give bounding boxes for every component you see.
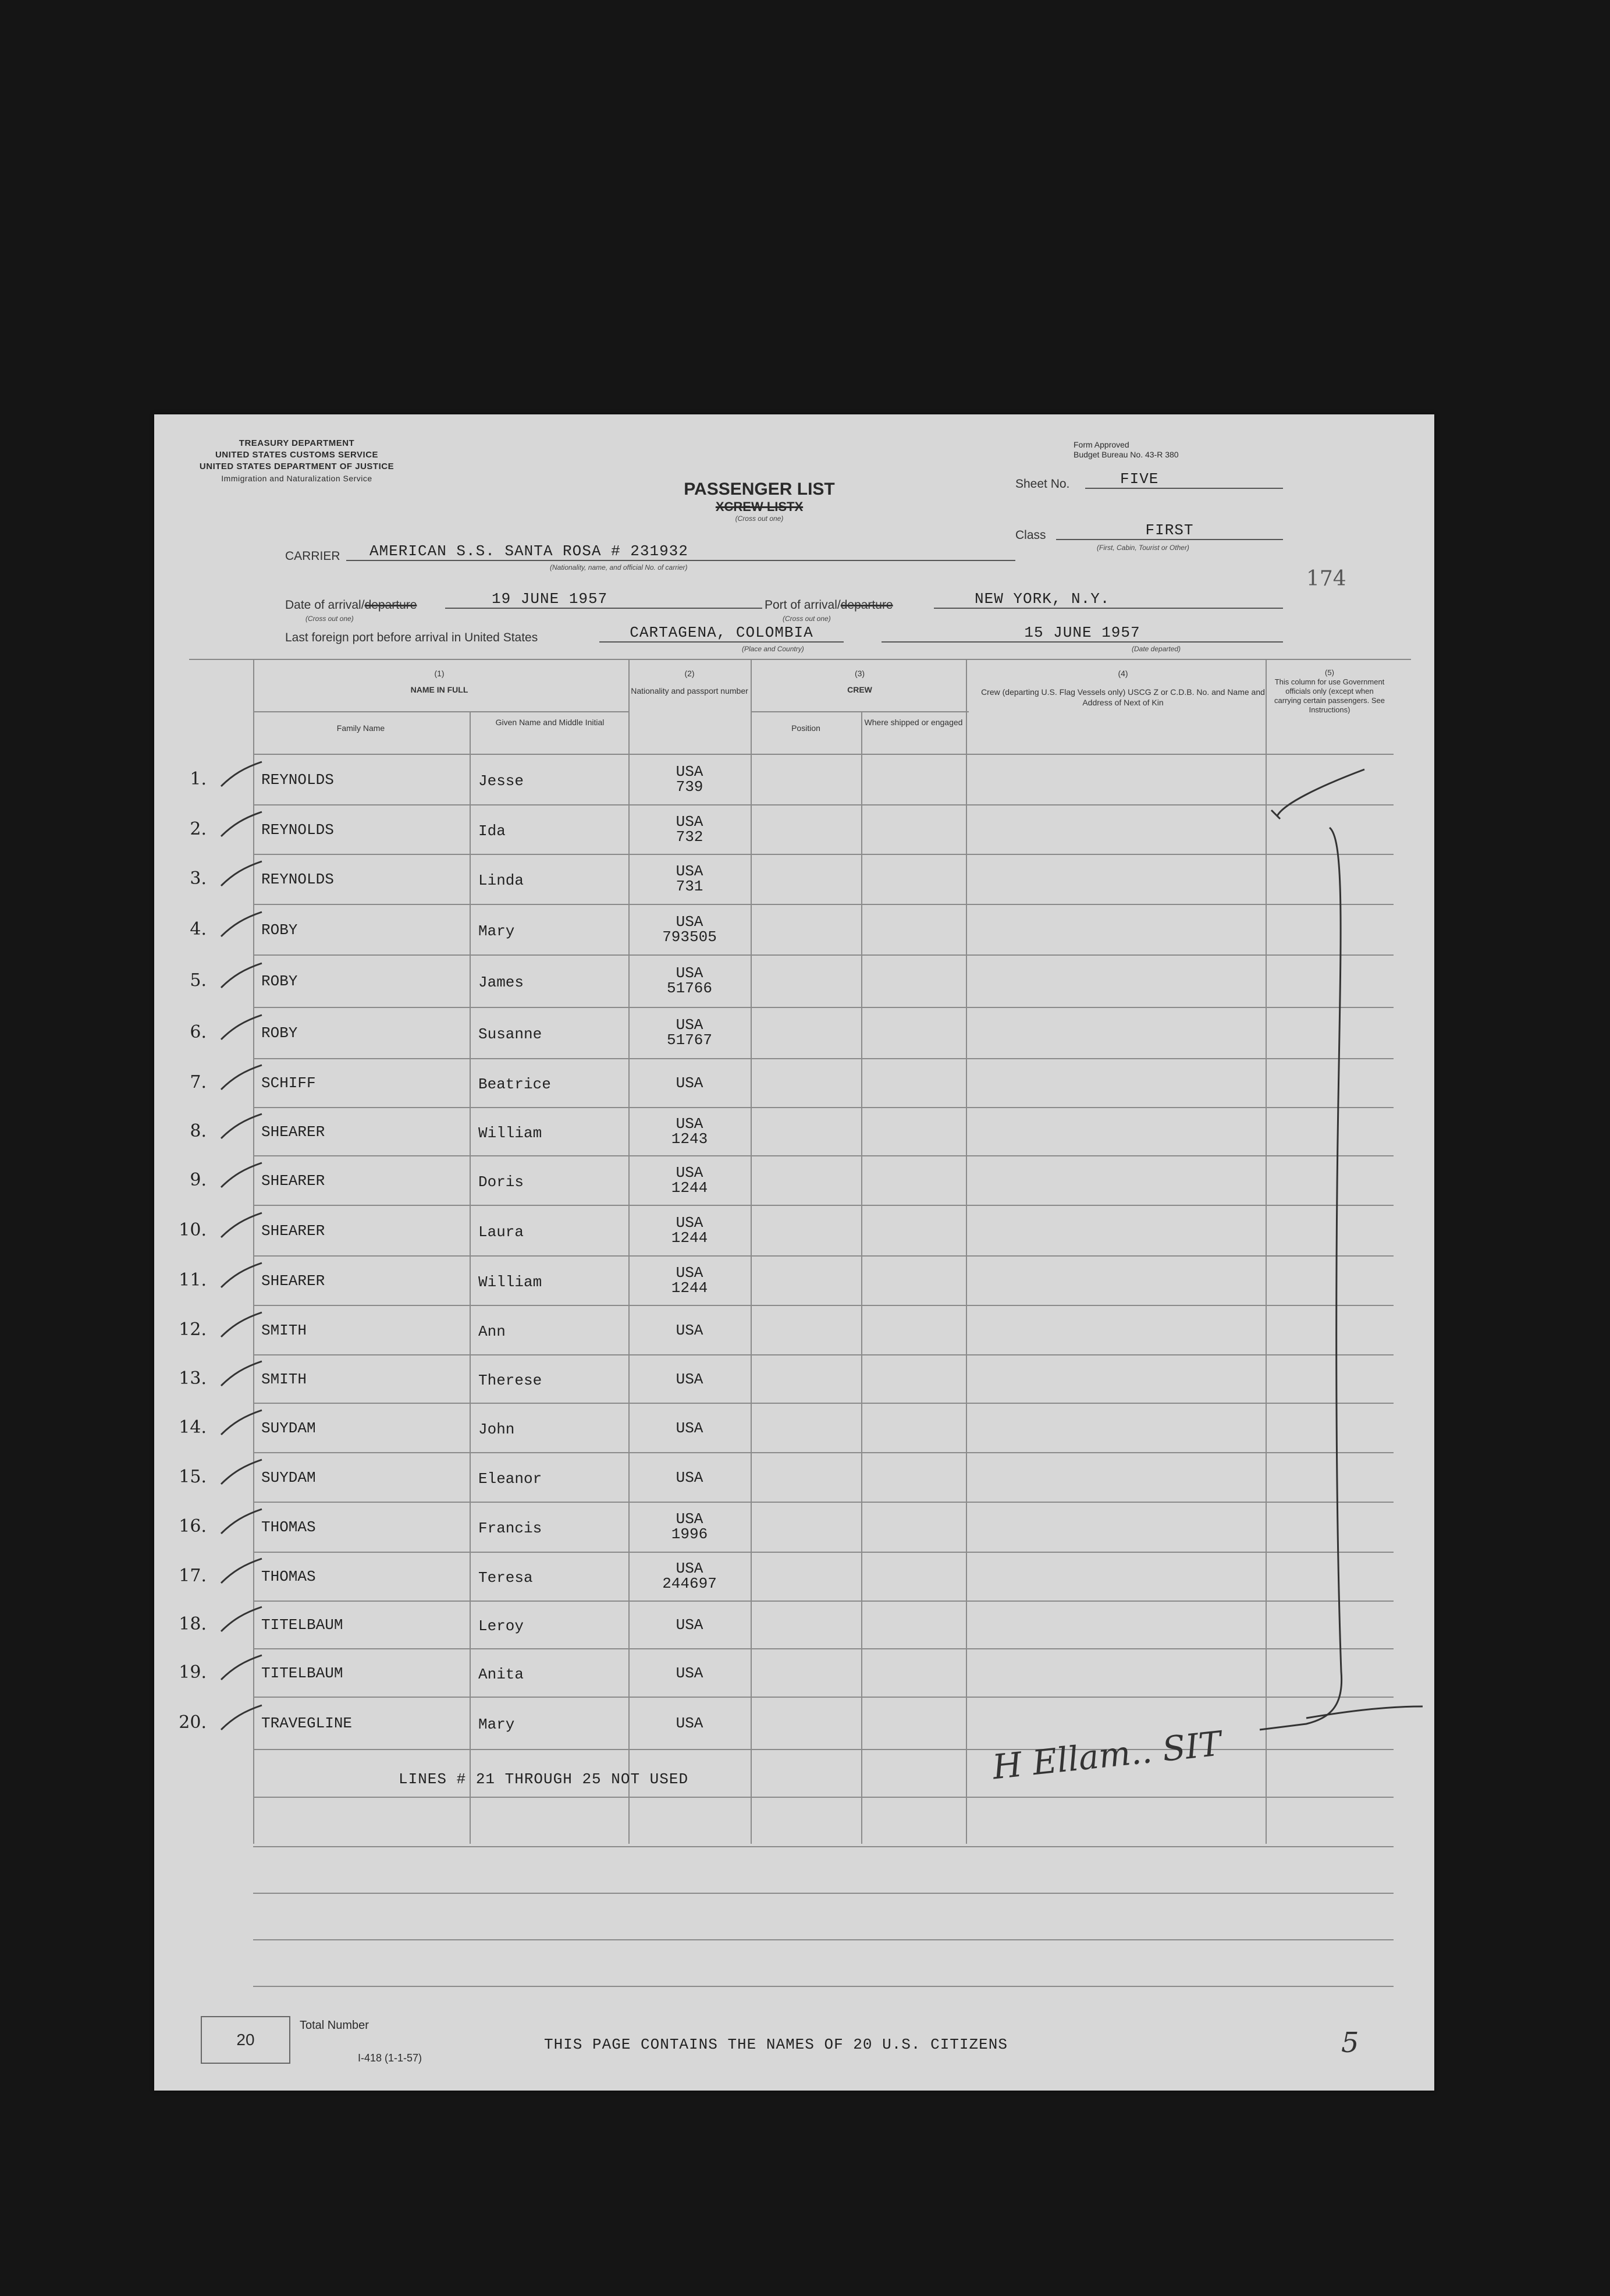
port-cross-hint: (Cross out one) bbox=[783, 615, 831, 623]
port-value: NEW YORK, N.Y. bbox=[934, 590, 1283, 609]
col3-title: CREW bbox=[847, 685, 872, 694]
col3-number: (3) bbox=[854, 669, 865, 678]
nationality: USA bbox=[676, 1370, 703, 1388]
nationality: USA bbox=[676, 1468, 703, 1486]
tick-mark-icon bbox=[218, 1208, 265, 1243]
given-name: William bbox=[478, 1273, 542, 1291]
empty-row bbox=[253, 1893, 1394, 1940]
nationality: USA bbox=[676, 863, 703, 880]
given-name: Ann bbox=[478, 1322, 506, 1340]
port-struck: departure bbox=[840, 598, 893, 612]
passenger-row bbox=[179, 1206, 1394, 1257]
row-number: 13. bbox=[179, 1368, 207, 1389]
nationality: USA bbox=[676, 1264, 703, 1282]
tick-mark-icon bbox=[218, 807, 265, 842]
empty-row bbox=[253, 1939, 1394, 1987]
row-number: 10. bbox=[179, 1219, 207, 1240]
passenger-list-form bbox=[154, 414, 1434, 2091]
nationality: USA bbox=[676, 1163, 703, 1181]
row-number: 19. bbox=[179, 1662, 207, 1683]
footer-hand-mark: 5 bbox=[1341, 2027, 1359, 2059]
passport-number: 793505 bbox=[662, 928, 717, 946]
passenger-row bbox=[190, 1108, 1394, 1156]
tick-mark-icon bbox=[218, 1701, 265, 1736]
form-title-struck: XCREW LISTX bbox=[715, 499, 804, 514]
family-name: SHEARER bbox=[261, 1222, 325, 1240]
nationality: USA bbox=[676, 1321, 703, 1339]
row-number: 6. bbox=[190, 1022, 207, 1042]
nationality: USA bbox=[676, 1213, 703, 1232]
given-name: Teresa bbox=[478, 1569, 533, 1587]
approval-line: Form Approved bbox=[1074, 440, 1129, 449]
passenger-row bbox=[190, 1008, 1394, 1059]
class-hint: (First, Cabin, Tourist or Other) bbox=[1097, 544, 1189, 552]
official-signature: H Ellam.. SIT bbox=[990, 1723, 1224, 1787]
tick-mark-icon bbox=[218, 907, 265, 942]
dept-line: UNITED STATES DEPARTMENT OF JUSTICE bbox=[199, 462, 394, 471]
passport-number: 51766 bbox=[666, 980, 712, 997]
tick-mark-icon bbox=[218, 1308, 265, 1343]
tick-mark-icon bbox=[218, 959, 265, 993]
passport-number: 1244 bbox=[671, 1279, 708, 1297]
family-name: ROBY bbox=[261, 973, 298, 990]
tick-mark-icon bbox=[218, 1158, 265, 1193]
dept-line: TREASURY DEPARTMENT bbox=[239, 438, 355, 448]
sheet-label: Sheet No. bbox=[1015, 477, 1070, 491]
nationality: USA bbox=[676, 964, 703, 982]
given-name: James bbox=[478, 974, 524, 991]
class-value: FIRST bbox=[1056, 521, 1283, 540]
nationality-passport bbox=[628, 1421, 751, 1436]
carrier-value: AMERICAN S.S. SANTA ROSA # 231932 bbox=[346, 542, 1015, 561]
approval-line: Budget Bureau No. 43-R 380 bbox=[1074, 450, 1179, 459]
tick-mark-icon bbox=[218, 1504, 265, 1539]
form-number: I-418 (1-1-57) bbox=[358, 2052, 422, 2064]
nationality: USA bbox=[676, 1715, 703, 1732]
row-number: 7. bbox=[190, 1072, 207, 1092]
nationality: USA bbox=[676, 1074, 703, 1092]
nationality: USA bbox=[676, 1115, 703, 1133]
nationality: USA bbox=[676, 1560, 703, 1577]
tick-mark-icon bbox=[218, 1357, 265, 1392]
given-name: Ida bbox=[478, 822, 506, 840]
given-name: Anita bbox=[478, 1665, 524, 1683]
passenger-row bbox=[179, 1355, 1394, 1404]
given-name: Mary bbox=[478, 1716, 515, 1733]
carrier-hint: (Nationality, name, and official No. of carrier) bbox=[550, 563, 688, 572]
row-number: 9. bbox=[190, 1169, 207, 1190]
family-name: REYNOLDS bbox=[261, 821, 334, 839]
nationality-passport bbox=[628, 814, 751, 844]
family-name: SHEARER bbox=[261, 1172, 325, 1190]
family-name: SUYDAM bbox=[261, 1419, 316, 1437]
col3-header bbox=[751, 668, 969, 695]
nationality-passport bbox=[628, 1511, 751, 1542]
passenger-row bbox=[179, 1503, 1394, 1553]
form-title: PASSENGER LIST bbox=[684, 480, 835, 499]
row-number: 5. bbox=[190, 970, 207, 991]
passport-number: 739 bbox=[676, 778, 703, 796]
col-given-header: Given Name and Middle Initial bbox=[495, 718, 605, 727]
last-port-value: CARTAGENA, COLOMBIA bbox=[599, 624, 844, 643]
nationality-passport bbox=[628, 864, 751, 894]
col4-number: (4) bbox=[1118, 669, 1128, 678]
nationality-passport bbox=[628, 1076, 751, 1091]
nationality-passport bbox=[628, 966, 751, 996]
row-number: 14. bbox=[179, 1417, 207, 1438]
col1-header bbox=[253, 668, 625, 695]
family-name: SHEARER bbox=[261, 1272, 325, 1290]
passenger-row bbox=[190, 1059, 1394, 1108]
row-number: 1. bbox=[190, 768, 207, 789]
given-name: Mary bbox=[478, 922, 515, 940]
passenger-row bbox=[179, 1698, 1394, 1750]
given-name: Doris bbox=[478, 1173, 524, 1191]
nationality-passport bbox=[628, 1265, 751, 1296]
arrival-date-value: 19 JUNE 1957 bbox=[445, 590, 876, 609]
tick-mark-icon bbox=[218, 1060, 265, 1095]
given-name: Linda bbox=[478, 872, 524, 889]
tick-mark-icon bbox=[218, 1602, 265, 1637]
given-name: Francis bbox=[478, 1520, 542, 1537]
nationality-passport bbox=[628, 1617, 751, 1633]
col4-title: Crew (departing U.S. Flag Vessels only) USCG Z or C.D.B. No. and Name and Address of Next of Kin bbox=[981, 687, 1265, 707]
family-name: REYNOLDS bbox=[261, 871, 334, 888]
header-subrule bbox=[253, 711, 628, 712]
col1-number: (1) bbox=[434, 669, 445, 678]
dept-line: UNITED STATES CUSTOMS SERVICE bbox=[215, 450, 379, 460]
class-label: Class bbox=[1015, 528, 1046, 542]
tick-mark-icon bbox=[218, 1109, 265, 1144]
row-number: 17. bbox=[179, 1566, 207, 1586]
passenger-row bbox=[179, 1257, 1394, 1306]
col-shipped-header: Where shipped or engaged bbox=[864, 718, 963, 727]
row-number: 16. bbox=[179, 1516, 207, 1536]
department-header bbox=[189, 438, 404, 484]
row-number: 2. bbox=[190, 818, 207, 839]
passenger-row bbox=[190, 855, 1394, 905]
nationality-passport bbox=[628, 764, 751, 794]
col-position-header: Position bbox=[791, 723, 820, 733]
family-name: SMITH bbox=[261, 1321, 307, 1339]
row-number: 18. bbox=[179, 1614, 207, 1634]
nationality: USA bbox=[676, 1419, 703, 1437]
port-label-text: Port of arrival/ bbox=[765, 598, 841, 612]
tick-mark-icon bbox=[218, 1554, 265, 1589]
passenger-row bbox=[179, 1404, 1394, 1453]
nationality: USA bbox=[676, 913, 703, 931]
given-name: Susanne bbox=[478, 1025, 542, 1043]
total-label: Total Number bbox=[300, 2019, 369, 2032]
given-name: Eleanor bbox=[478, 1470, 542, 1488]
family-name: TITELBAUM bbox=[261, 1616, 343, 1634]
col2-number: (2) bbox=[684, 669, 695, 678]
nationality-passport bbox=[628, 1470, 751, 1485]
given-name: Laura bbox=[478, 1223, 524, 1241]
col-family-header: Family Name bbox=[336, 723, 385, 733]
footer-text: THIS PAGE CONTAINS THE NAMES OF 20 U.S. CITIZENS bbox=[544, 2036, 1008, 2053]
row-number: 20. bbox=[179, 1712, 207, 1733]
passport-number: 1244 bbox=[671, 1179, 708, 1197]
nationality: USA bbox=[676, 1616, 703, 1634]
nationality: USA bbox=[676, 1510, 703, 1528]
passport-number: 51767 bbox=[666, 1031, 712, 1049]
arrival-date-struck: departure bbox=[364, 598, 417, 612]
passport-number: 244697 bbox=[662, 1575, 717, 1592]
row-number: 3. bbox=[190, 868, 207, 889]
passenger-row bbox=[179, 1602, 1394, 1649]
given-name: John bbox=[478, 1420, 515, 1438]
given-name: Jesse bbox=[478, 772, 524, 790]
nationality-passport bbox=[628, 1666, 751, 1681]
sheet-value: FIVE bbox=[1085, 470, 1283, 489]
passenger-row bbox=[190, 1156, 1394, 1206]
nationality-passport bbox=[628, 1017, 751, 1048]
row-number: 12. bbox=[179, 1319, 207, 1340]
dept-line: Immigration and Naturalization Service bbox=[221, 474, 372, 483]
nationality-passport bbox=[628, 1561, 751, 1591]
passenger-row bbox=[179, 1453, 1394, 1503]
lines-not-used: LINES # 21 THROUGH 25 NOT USED bbox=[399, 1770, 689, 1788]
passenger-row bbox=[179, 1553, 1394, 1602]
family-name: ROBY bbox=[261, 1024, 298, 1042]
nationality: USA bbox=[676, 812, 703, 831]
col5-title: This column for use Government officials only (except when carrying certain passengers. See Instructions) bbox=[1274, 677, 1385, 714]
page-number: 174 bbox=[1306, 567, 1346, 591]
arrival-date-label bbox=[285, 598, 417, 612]
carrier-label: CARRIER bbox=[285, 549, 340, 563]
tick-mark-icon bbox=[218, 1455, 265, 1490]
row-number: 8. bbox=[190, 1120, 207, 1141]
passenger-row bbox=[179, 1306, 1394, 1355]
form-title-block bbox=[666, 480, 852, 523]
nationality-passport bbox=[628, 914, 751, 945]
row-number: 4. bbox=[190, 918, 207, 939]
arrival-date-label-text: Date of arrival/ bbox=[285, 598, 365, 612]
col2-header bbox=[628, 668, 751, 696]
tick-mark-icon bbox=[218, 1258, 265, 1293]
date-departed-value: 15 JUNE 1957 bbox=[882, 624, 1283, 643]
passport-number: 1243 bbox=[671, 1130, 708, 1148]
cross-out-hint: (Cross out one) bbox=[735, 514, 784, 523]
tick-mark-icon bbox=[218, 757, 265, 792]
col4-header bbox=[980, 668, 1266, 708]
form-approval bbox=[1074, 440, 1179, 460]
tick-mark-icon bbox=[218, 857, 265, 892]
family-name: SMITH bbox=[261, 1370, 307, 1388]
passport-number: 731 bbox=[676, 878, 703, 895]
family-name: TRAVEGLINE bbox=[261, 1715, 353, 1732]
col5-header bbox=[1271, 668, 1388, 715]
header-subrule bbox=[751, 711, 969, 712]
row-number: 15. bbox=[179, 1466, 207, 1487]
tick-mark-icon bbox=[218, 1010, 265, 1045]
family-name: THOMAS bbox=[261, 1568, 316, 1585]
family-name: SCHIFF bbox=[261, 1074, 316, 1092]
given-name: Therese bbox=[478, 1371, 542, 1389]
family-name: REYNOLDS bbox=[261, 771, 334, 789]
passport-number: 1244 bbox=[671, 1229, 708, 1247]
col1-title: NAME IN FULL bbox=[410, 685, 468, 694]
check-bracket-icon bbox=[1248, 752, 1434, 1776]
passport-number: 1996 bbox=[671, 1525, 708, 1543]
empty-row bbox=[253, 1846, 1394, 1894]
tick-mark-icon bbox=[218, 1406, 265, 1440]
nationality: USA bbox=[676, 762, 703, 780]
given-name: Leroy bbox=[478, 1617, 524, 1635]
date-departed-hint: (Date departed) bbox=[1132, 645, 1181, 653]
empty-row bbox=[253, 1800, 1394, 1847]
row-number: 11. bbox=[179, 1269, 207, 1290]
nationality-passport bbox=[628, 1372, 751, 1387]
port-label bbox=[762, 598, 895, 612]
passenger-row bbox=[179, 1649, 1394, 1698]
arrival-cross-hint: (Cross out one) bbox=[305, 615, 354, 623]
nationality: USA bbox=[676, 1016, 703, 1034]
nationality-passport bbox=[628, 1716, 751, 1731]
col5-number: (5) bbox=[1325, 668, 1334, 677]
nationality: USA bbox=[676, 1664, 703, 1682]
header-rule bbox=[189, 659, 1411, 660]
col2-title: Nationality and passport number bbox=[631, 686, 748, 695]
family-name: TITELBAUM bbox=[261, 1664, 343, 1682]
family-name: SHEARER bbox=[261, 1123, 325, 1141]
given-name: William bbox=[478, 1124, 542, 1142]
passenger-row bbox=[190, 905, 1394, 956]
family-name: THOMAS bbox=[261, 1518, 316, 1536]
last-port-hint: (Place and Country) bbox=[742, 645, 804, 653]
last-port-label: Last foreign port before arrival in United States bbox=[285, 631, 538, 644]
family-name: ROBY bbox=[261, 921, 298, 939]
nationality-passport bbox=[628, 1215, 751, 1245]
total-value: 20 bbox=[201, 2016, 290, 2064]
nationality-passport bbox=[628, 1323, 751, 1338]
nationality-passport bbox=[628, 1165, 751, 1195]
passenger-row bbox=[190, 805, 1394, 855]
family-name: SUYDAM bbox=[261, 1468, 316, 1486]
passport-number: 732 bbox=[676, 828, 703, 846]
passenger-row bbox=[190, 755, 1394, 805]
given-name: Beatrice bbox=[478, 1076, 551, 1093]
nationality-passport bbox=[628, 1116, 751, 1147]
passenger-row bbox=[190, 956, 1394, 1008]
tick-mark-icon bbox=[218, 1651, 265, 1685]
